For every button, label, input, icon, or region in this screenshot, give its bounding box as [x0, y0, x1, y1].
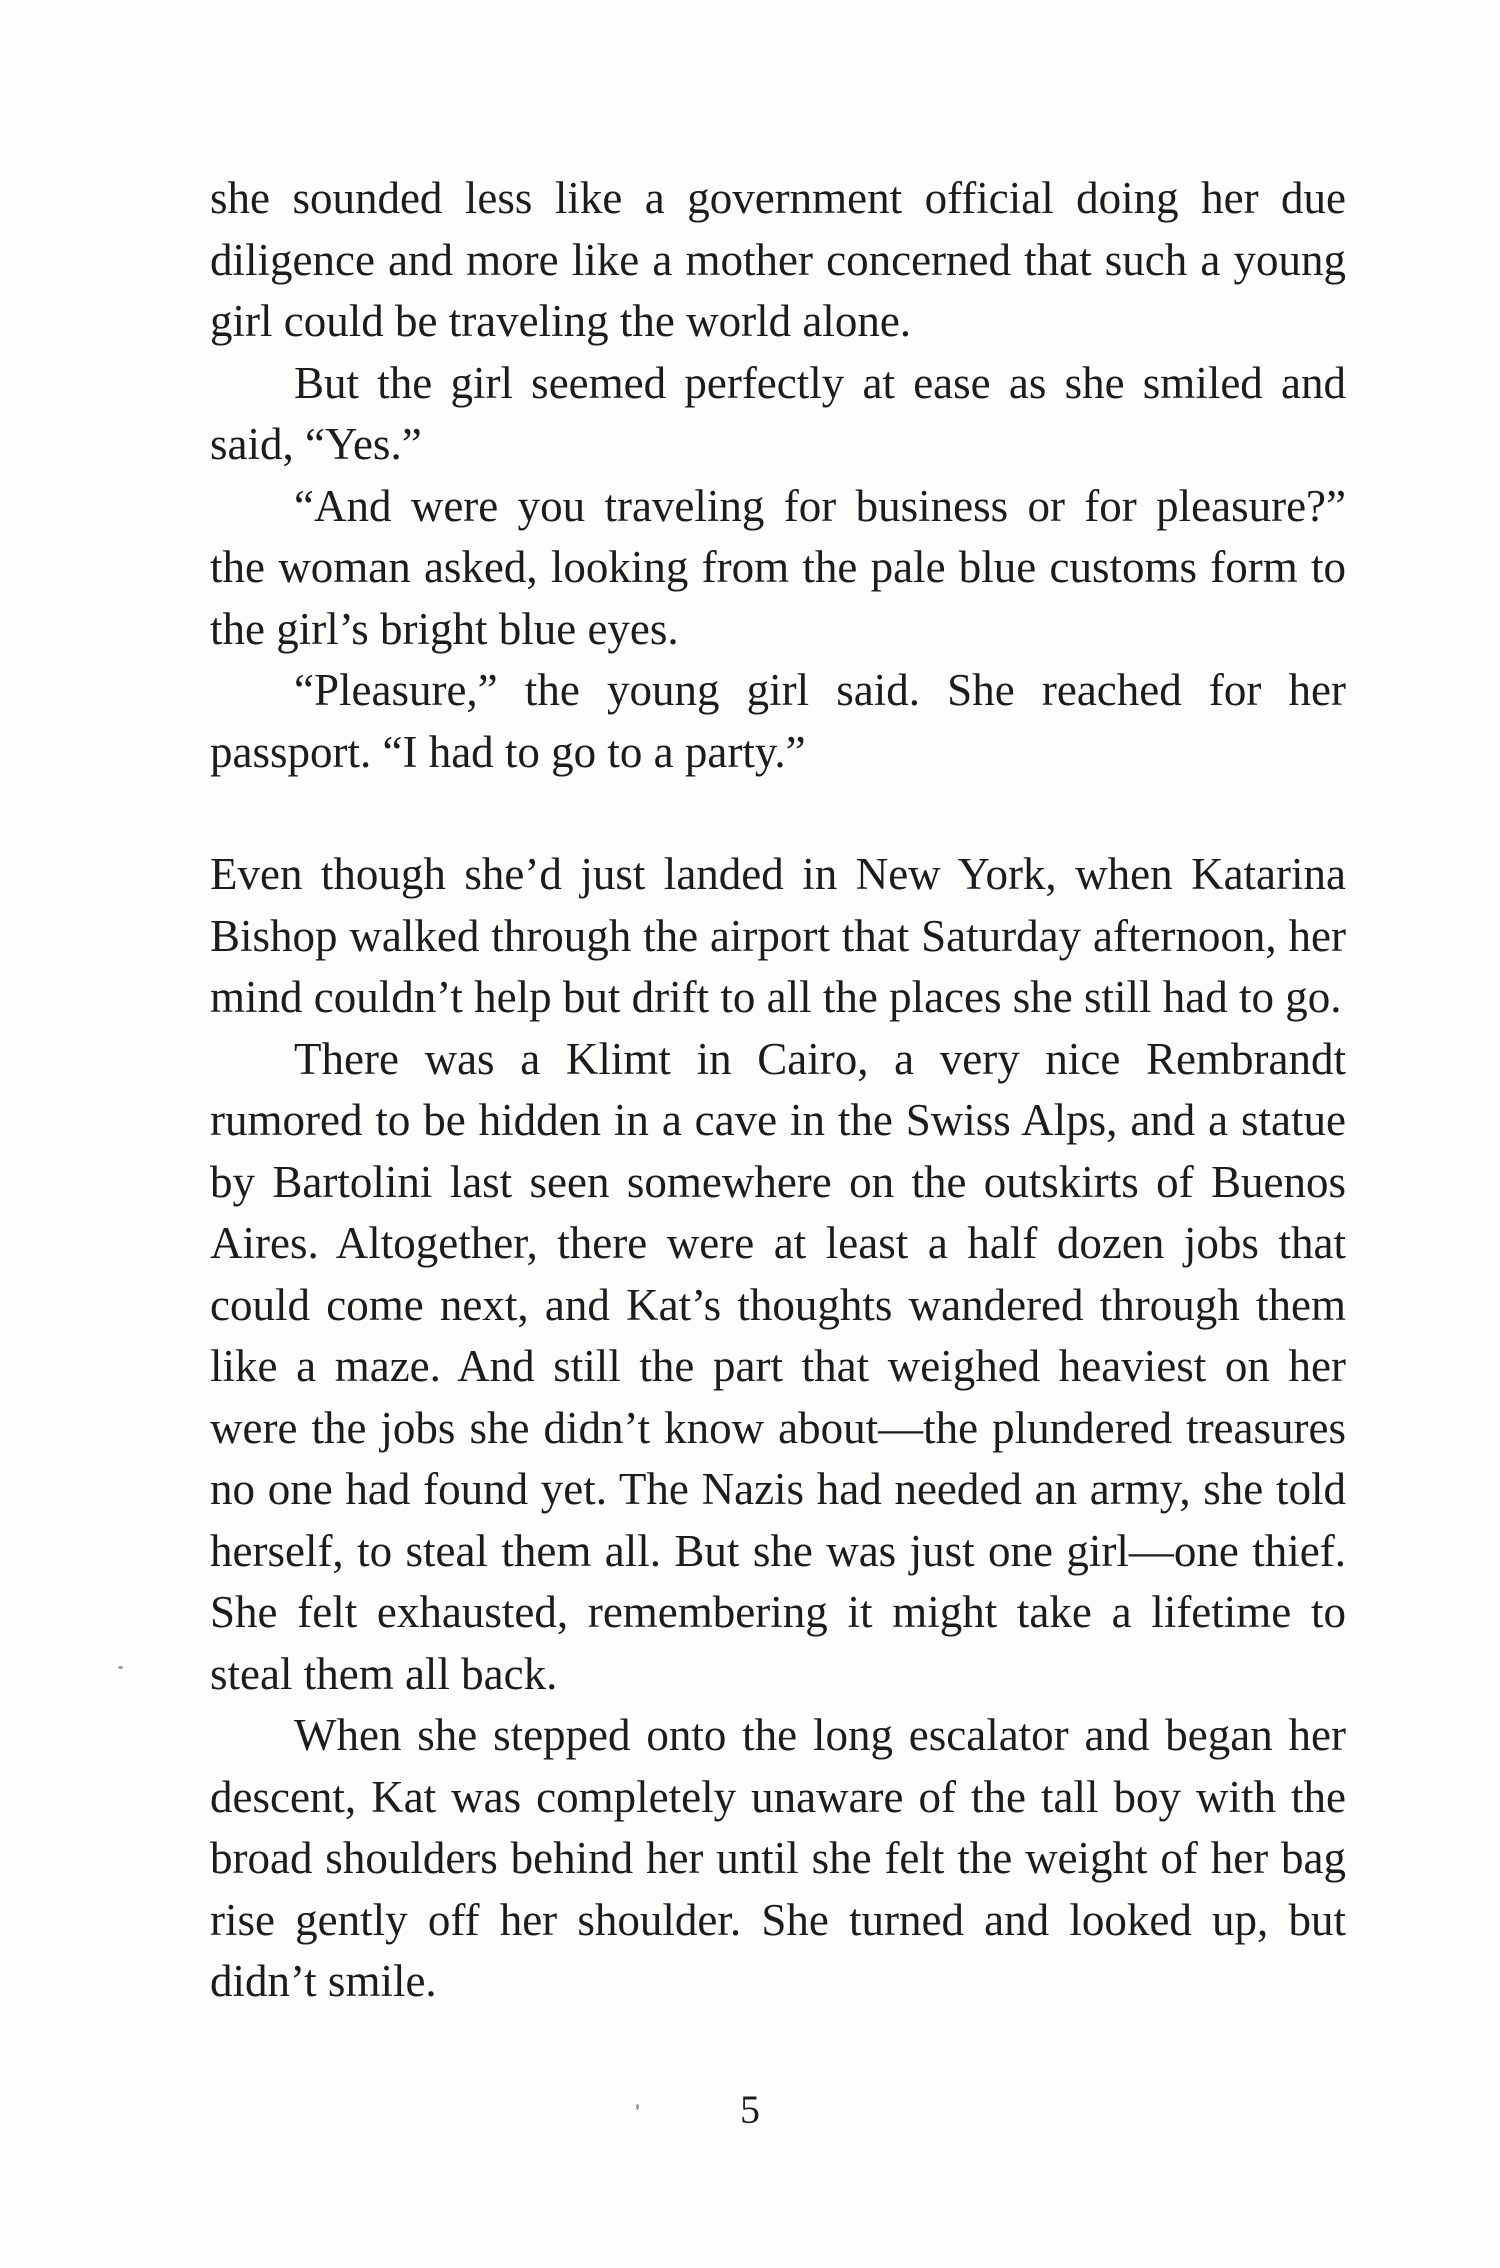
scan-speck [118, 1666, 123, 1669]
body-text [210, 168, 1346, 2013]
section-break [210, 783, 1346, 844]
paragraph-continuation: she sounded less like a government official doing her due diligence and more like a mother concerned that such a young girl could be traveling the world alone. [210, 173, 1346, 346]
paragraph-question: “And were you traveling for business or for pleasure?” the woman asked, looking from the pale blue customs form to the girl’s bright blue eyes. [210, 480, 1346, 654]
scan-speck [636, 2104, 639, 2110]
paragraph-section-start: Even though she’d just landed in New York, when Katarina Bishop walked through the airport that Saturday afternoon, her mind couldn’t help but drift to all the places she still had to go. [210, 849, 1346, 1022]
paragraph-escalator: When she stepped onto the long escalator and began her descent, Kat was completely unaware of the tall boy with the broad shoulders behind her until she felt the weight of her bag rise gently off her shoulder. She turned and looked up, but didn’t smile. [210, 1710, 1346, 2006]
page-number: 5 [740, 2087, 760, 2132]
paragraph-yes: But the girl seemed perfectly at ease as she smiled and said, “Yes.” [210, 357, 1346, 469]
paragraph-klimt: There was a Klimt in Cairo, a very nice Rembrandt rumored to be hidden in a cave in the Swiss Alps, and a statue by Bartolini last seen somewhere on the outskirts of Buenos Aires. Altogether, there were at least a half dozen jobs that could come next, and Kat’s thoughts wandered through them like a maze. And still the part that weighed heaviest on her were the jobs she didn’t know about—the plundered treasures no one had found yet. The Nazis had needed an army, she told herself, to steal them all. But she was just one girl—one thief. She felt exhausted, remembering it might take a lifetime to steal them all back. [210, 1033, 1346, 1699]
paragraph-pleasure: “Pleasure,” the young girl said. She reached for her passport. “I had to go to a party.” [210, 665, 1346, 777]
